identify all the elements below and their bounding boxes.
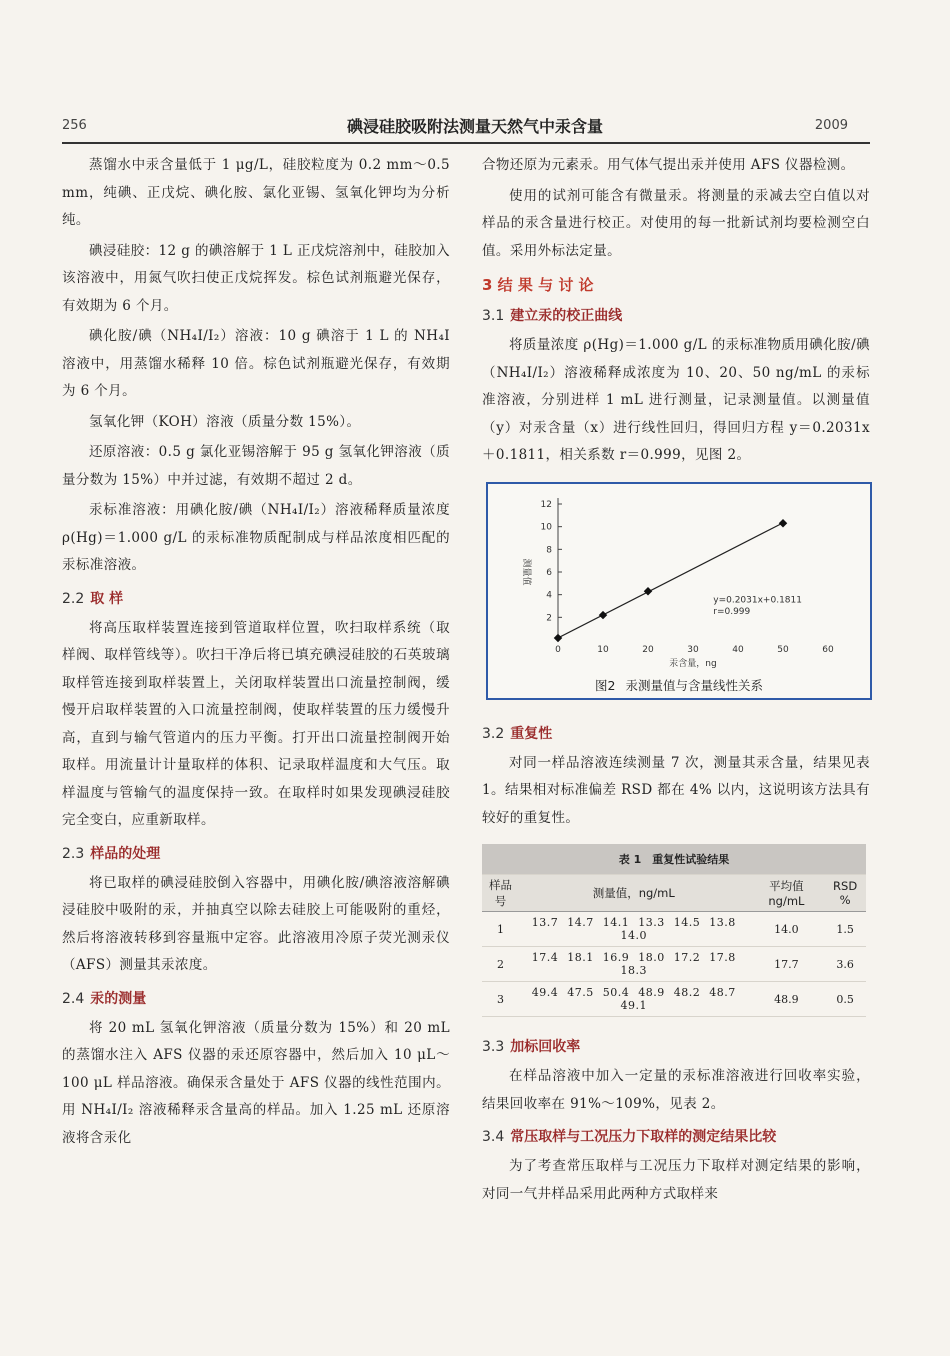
x-tick-label: 60 — [822, 644, 834, 655]
cell-mean: 17.7 — [749, 947, 825, 982]
paragraph: 使用的试剂可能含有微量汞。将测量的汞减去空白值以对样品的汞含量进行校正。对使用的每一批新试剂均要检测空白值。采用外标法定量。 — [482, 187, 870, 259]
data-point — [644, 587, 652, 595]
figure-2 — [486, 482, 872, 700]
y-tick-label: 8 — [546, 544, 552, 555]
paragraph: 合物还原为元素汞。用气体气提出汞并使用 AFS 仪器检测。 — [482, 157, 855, 173]
table-header: RSD % — [824, 875, 866, 912]
journal-year: 2009 — [814, 118, 848, 133]
cell-mean: 14.0 — [749, 912, 825, 947]
calibration-chart — [488, 484, 870, 668]
x-tick-label: 10 — [597, 644, 609, 655]
y-tick-label: 6 — [546, 567, 552, 578]
table-title: 表 1 重复性试验结果 — [482, 844, 866, 875]
x-tick-label: 30 — [687, 644, 699, 655]
x-axis-label: 汞含量，ng — [669, 658, 717, 668]
cell-sample-id: 3 — [482, 982, 519, 1017]
cell-rsd: 0.5 — [824, 982, 866, 1017]
paragraph: 将已取样的碘浸硅胶倒入容器中，用碘化胺/碘溶液溶解碘浸硅胶中吸附的汞，并抽真空以除去硅胶上可能吸附的重烃，然后将溶液转移到容量瓶中定容。此溶液用冷原子荧光测汞仪（AFS）测量其汞浓度。 — [62, 874, 450, 973]
paragraph: 对同一样品溶液连续测量 7 次，测量其汞含量，结果见表 1。结果相对标准偏差 RSD 都在 4% 以内，这说明该方法具有较好的重复性。 — [482, 754, 870, 826]
paragraph: 将 20 mL 氢氧化钾溶液（质量分数为 15%）和 20 mL 的蒸馏水注入 AFS 仪器的汞还原容器中，然后加入 10 μL～100 μL 样品溶液。确保汞含量处于 AFS 仪器的线性范围内。用 NH₄I/I₂ 溶液稀释汞含量高的样品。加入 1.25 mL 还原溶液将含汞化 — [62, 1019, 450, 1146]
section-heading-2-3: 2.3 样品的处理 — [62, 845, 161, 862]
cell-values: 17.4 18.1 16.9 18.0 17.2 17.8 18.3 — [519, 947, 749, 982]
table-header: 样品号 — [482, 875, 519, 912]
right-column — [482, 152, 870, 1211]
paragraph: 为了考查常压取样与工况压力下取样对测定结果的影响，对同一气井样品采用此两种方式取样来 — [482, 1158, 870, 1202]
paragraph: 蒸馏水中汞含量低于 1 μg/L，硅胶粒度为 0.2 mm～0.5 mm，纯碘、正戊烷、碘化胺、氯化亚锡、氢氧化钾均为分析纯。 — [62, 157, 450, 228]
cell-values: 49.4 47.5 50.4 48.9 48.2 48.7 49.1 — [519, 982, 749, 1017]
section-heading-2-4: 2.4 汞的测量 — [62, 990, 147, 1007]
cell-rsd: 1.5 — [824, 912, 866, 947]
paragraph: 将质量浓度 ρ(Hg)＝1.000 g/L 的汞标准物质用碘化胺/碘（NH₄I/I₂）溶液稀释成浓度为 10、20、50 ng/mL 的汞标准溶液，分别进样 1 mL 进行测量，记录测量值。以测量值（y）对汞含量（x）进行线性回归，得回归方程 y＝0.2031x＋0.1811，相关系数 r＝0.999，见图 2。 — [482, 337, 870, 463]
page-number: 256 — [62, 118, 87, 133]
cell-sample-id: 1 — [482, 912, 519, 947]
left-column — [62, 152, 450, 1155]
correlation-coefficient: r=0.999 — [713, 606, 751, 617]
paragraph: 在样品溶液中加入一定量的汞标准溶液进行回收率实验，结果回收率在 91%～109%，见表 2。 — [482, 1068, 870, 1112]
cell-mean: 48.9 — [749, 982, 825, 1017]
paragraph: 将高压取样装置连接到管道取样位置，吹扫取样系统（取样阀、取样管线等）。吹扫干净后将已填充碘浸硅胶的石英玻璃取样管连接到取样装置上，关闭取样装置出口流量控制阀，缓慢开启取样装置的入口流量控制阀，使取样装置的压力缓慢升高，直到与输气管道内的压力平衡。打开出口流量控制阀开始取样。用流量计计量取样的体积、记录取样温度和大气压。取样温度与管输气的温度保持一致。在取样时如果发现碘浸硅胶完全变白，应重新取样。 — [62, 619, 450, 828]
data-point — [599, 610, 607, 618]
header-rule — [62, 142, 870, 144]
paragraph: 碘化胺/碘（NH₄I/I₂）溶液：10 g 碘溶于 1 L 的 NH₄I 溶液中，用蒸馏水稀释 10 倍。棕色试剂瓶避光保存，有效期为 6 个月。 — [62, 328, 450, 399]
section-heading-3-1: 3.1 建立汞的校正曲线 — [482, 308, 623, 324]
x-tick-label: 0 — [555, 644, 561, 655]
cell-values: 13.7 14.7 14.1 13.3 14.5 13.8 14.0 — [519, 912, 749, 947]
y-tick-label: 2 — [546, 612, 552, 623]
running-title: 碘浸硅胶吸附法测量天然气中汞含量 — [346, 117, 603, 136]
regression-equation: y=0.2031x+0.1811 — [713, 595, 802, 606]
table-row — [482, 912, 866, 947]
section-heading-3-3: 3.3 加标回收率 — [482, 1039, 581, 1055]
paragraph: 碘浸硅胶：12 g 的碘溶解于 1 L 正戊烷溶剂中，硅胶加入该溶液中，用氮气吹扫使正戊烷挥发。棕色试剂瓶避光保存，有效期为 6 个月。 — [62, 242, 450, 314]
x-tick-label: 40 — [732, 644, 744, 655]
table-row — [482, 947, 866, 982]
table-1 — [482, 844, 866, 1017]
figure-caption: 图2 汞测量值与含量线性关系 — [595, 677, 763, 693]
section-heading-3: 3 结 果 与 讨 论 — [482, 276, 594, 294]
cell-rsd: 3.6 — [824, 947, 866, 982]
table-header: 测量值，ng/mL — [519, 875, 749, 912]
regression-line — [558, 522, 783, 637]
table-header: 平均值 ng/mL — [749, 875, 825, 912]
y-tick-label: 12 — [540, 499, 552, 510]
cell-sample-id: 2 — [482, 947, 519, 982]
paragraph: 氢氧化钾（KOH）溶液（质量分数 15%）。 — [89, 413, 361, 430]
table-row — [482, 982, 866, 1017]
y-tick-label: 4 — [546, 590, 552, 601]
data-point — [554, 633, 562, 641]
data-point — [779, 519, 787, 527]
x-tick-label: 20 — [642, 644, 654, 655]
y-tick-label: 10 — [540, 522, 552, 533]
x-tick-label: 50 — [777, 644, 789, 655]
paragraph: 还原溶液：0.5 g 氯化亚锡溶解于 95 g 氢氧化钾溶液（质量分数为 15%）中并过滤，有效期不超过 2 d。 — [62, 444, 450, 488]
section-heading-3-4: 3.4 常压取样与工况压力下取样的测定结果比较 — [482, 1129, 777, 1145]
section-heading-2-2: 2.2 取 样 — [62, 590, 124, 607]
y-axis-label: 测量值 — [521, 557, 531, 586]
section-heading-3-2: 3.2 重复性 — [482, 725, 553, 742]
paragraph: 汞标准溶液：用碘化胺/碘（NH₄I/I₂）溶液稀释质量浓度 ρ(Hg)＝1.000 g/L 的汞标准物质配制成与样品浓度相匹配的汞标准溶液。 — [62, 502, 450, 573]
